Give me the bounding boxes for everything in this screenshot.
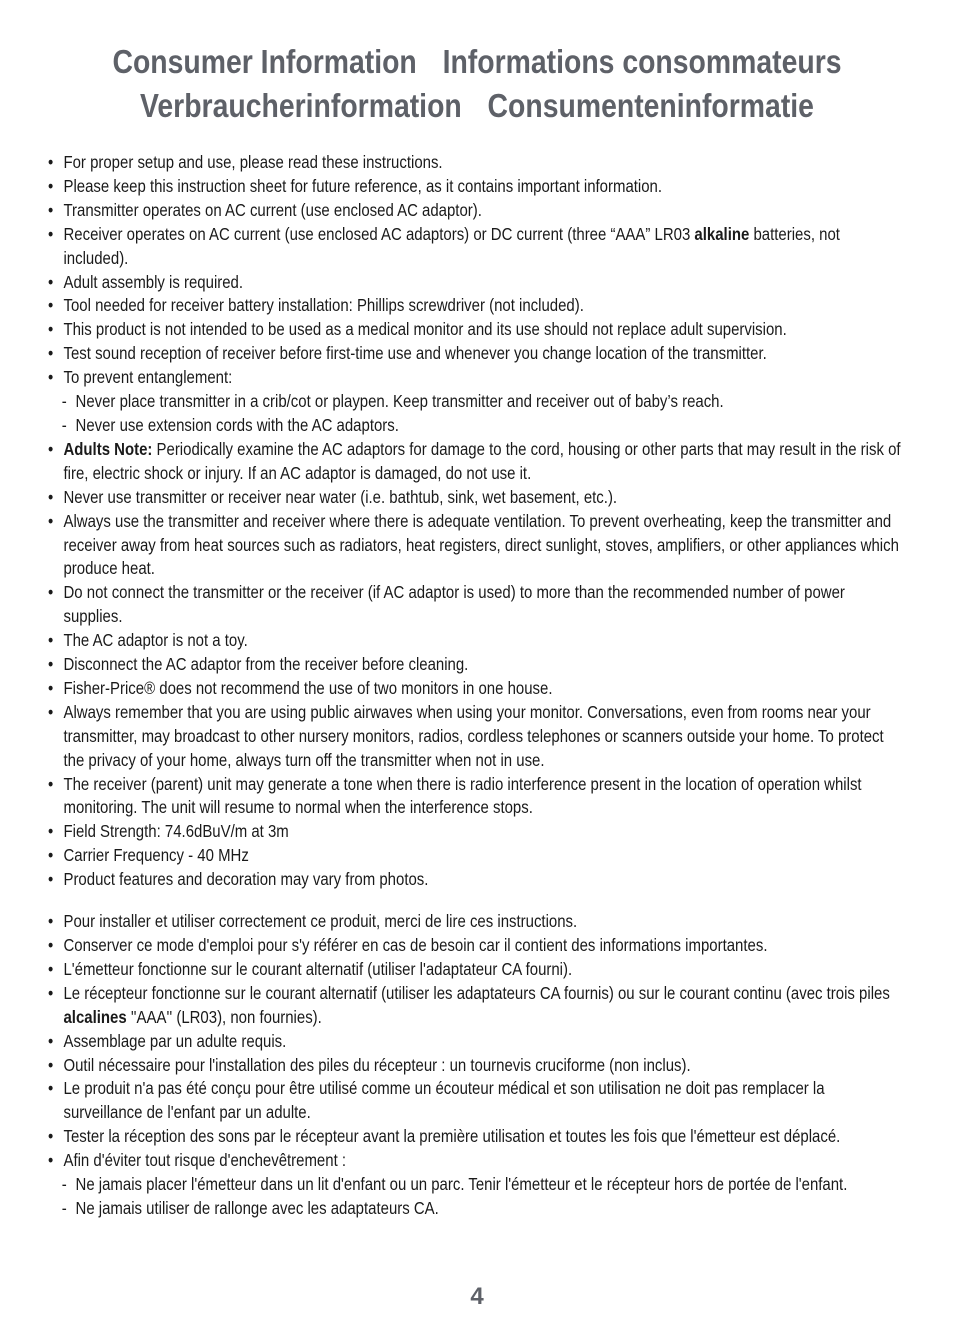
title-english: Consumer Information (112, 43, 417, 80)
list-item: • Never use transmitter or receiver near water (i.e. bathtub, sink, wet basement, etc.). (48, 486, 901, 510)
list-item: • Fisher-Price® does not recommend the use of two monitors in one house. (48, 677, 901, 701)
page-number: 4 (470, 1283, 484, 1310)
list-item: • Tester la réception des sons par le récepteur avant la première utilisation et toutes les fois que l'émetteur est déplacé. (48, 1125, 901, 1149)
list-item (48, 223, 901, 271)
item-text: Le récepteur fonctionne sur le courant alternatif (utiliser les adaptateurs CA fournis) ou sur le courant continu (avec trois piles (63, 982, 890, 1003)
list-item: • The AC adaptor is not a toy. (48, 629, 901, 653)
list-item: • Please keep this instruction sheet for future reference, as it contains important information. (48, 175, 901, 199)
list-item: • Field Strength: 74.6dBuV/m at 3m (48, 820, 901, 844)
list-item: • Do not connect the transmitter or the receiver (if AC adaptor is used) to more than the recommended number of power supplies. (48, 581, 901, 629)
french-section (48, 910, 901, 1221)
item-text: Periodically examine the AC adaptors for damage to the cord, housing or other parts that may result in the risk of fire, electric shock or injury. If an AC adaptor is damaged, do not use it. (63, 438, 901, 483)
sub-list-item: - Never use extension cords with the AC adaptors. (48, 414, 901, 438)
page-titles (67, 40, 887, 128)
item-text: ''AAA'' (LR03), non fournies). (126, 1006, 322, 1027)
emphasis-text: alkaline (694, 223, 750, 244)
list-item: • Always use the transmitter and receiver where there is adequate ventilation. To prevent overheating, keep the transmitter and receiver away from heat sources such as radiators, heat registers, direct sunlight, stoves, amplifiers, or other appliances which produce heat. (48, 510, 901, 582)
list-item: • Le produit n'a pas été conçu pour être utilisé comme un écouteur médical et son utilisation ne doit pas remplacer la surveillance de l'enfant par un adulte. (48, 1077, 901, 1125)
title-line-2 (67, 84, 887, 128)
list-item: • The receiver (parent) unit may generate a tone when there is radio interference present in the location of operation whilst monitoring. The unit will resume to normal when the interference stops. (48, 773, 901, 821)
sub-list-item: - Never place transmitter in a crib/cot or playpen. Keep transmitter and receiver out of baby’s reach. (48, 390, 901, 414)
title-dutch: Consumenteninformatie (487, 87, 814, 124)
list-item: • Carrier Frequency - 40 MHz (48, 844, 901, 868)
list-item: • Tool needed for receiver battery installation: Phillips screwdriver (not included). (48, 294, 901, 318)
list-item: • Outil nécessaire pour l'installation des piles du récepteur : un tournevis cruciforme (non inclus). (48, 1054, 901, 1078)
emphasis-text: alcalines (63, 1006, 127, 1027)
section-gap (48, 892, 901, 910)
english-section (48, 151, 901, 892)
list-item (48, 982, 901, 1030)
sub-list-item: - Ne jamais placer l'émetteur dans un lit d'enfant ou un parc. Tenir l'émetteur et le récepteur hors de portée de l'enfant. (48, 1173, 901, 1197)
emphasis-text: Adults Note: (63, 438, 153, 459)
list-item: • Adult assembly is required. (48, 271, 901, 295)
title-french: Informations consommateurs (442, 43, 842, 80)
list-item: • Transmitter operates on AC current (use enclosed AC adaptor). (48, 199, 901, 223)
list-item: • Afin d'éviter tout risque d'enchevêtrement : (48, 1149, 901, 1173)
list-item: • Assemblage par un adulte requis. (48, 1030, 901, 1054)
list-item: • Test sound reception of receiver before first-time use and whenever you change location of the transmitter. (48, 342, 901, 366)
title-german: Verbraucherinformation (140, 87, 462, 124)
list-item (48, 438, 901, 486)
title-line-1 (67, 40, 887, 84)
list-item: • Product features and decoration may vary from photos. (48, 868, 901, 892)
item-text: Receiver operates on AC current (use enclosed AC adaptors) or DC current (three “AAA” LR03 (63, 223, 695, 244)
item-text: batteries, not included). (63, 223, 840, 268)
list-item: • Pour installer et utiliser correctement ce produit, merci de lire ces instructions. (48, 910, 901, 934)
list-item: • This product is not intended to be used as a medical monitor and its use should not replace adult supervision. (48, 318, 901, 342)
sub-list-item: - Ne jamais utiliser de rallonge avec les adaptateurs CA. (48, 1197, 901, 1221)
list-item: • Disconnect the AC adaptor from the receiver before cleaning. (48, 653, 901, 677)
list-item: • For proper setup and use, please read these instructions. (48, 151, 901, 175)
list-item: • Conserver ce mode d'emploi pour s'y référer en cas de besoin car il contient des informations importantes. (48, 934, 901, 958)
content (48, 151, 901, 1221)
list-item: • L'émetteur fonctionne sur le courant alternatif (utiliser l'adaptateur CA fourni). (48, 958, 901, 982)
list-item: • To prevent entanglement: (48, 366, 901, 390)
list-item: • Always remember that you are using public airwaves when using your monitor. Conversations, even from rooms near your transmitter, may broadcast to other nursery monitors, radios, cordless telephones or scanners outside your home. To protect the privacy of your home, always turn off the transmitter when not in use. (48, 701, 901, 773)
